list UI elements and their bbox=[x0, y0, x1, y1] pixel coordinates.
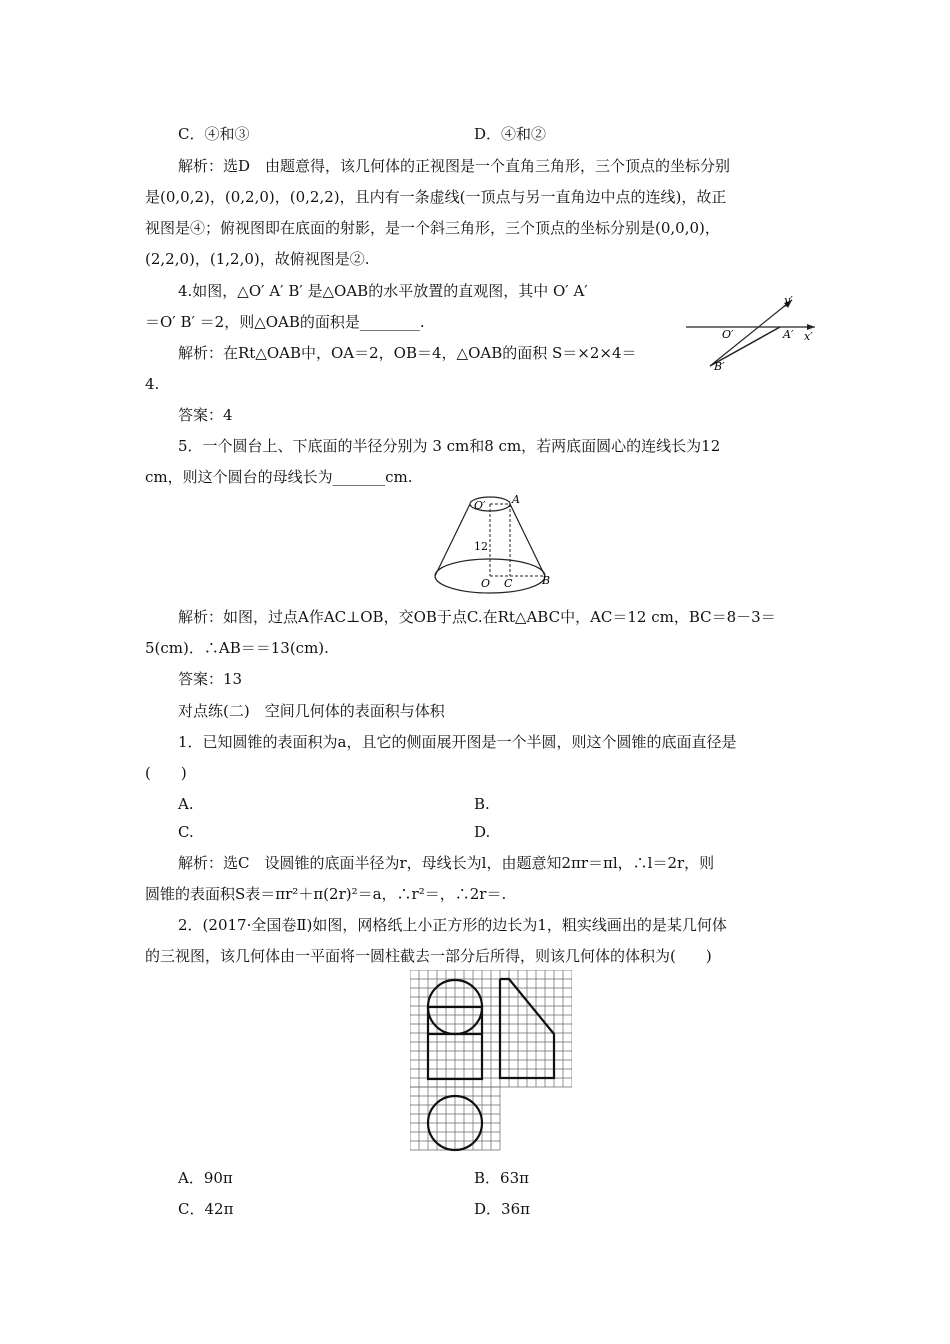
option-c: C. bbox=[178, 823, 194, 841]
frustum-label-c: C bbox=[504, 577, 513, 590]
question-4: 4.如图，△O′ A′ B′ 是△OAB的水平放置的直观图，其中 O′ A′ bbox=[178, 282, 588, 300]
frustum-label-o: O bbox=[481, 577, 491, 590]
frustum-label-b: B bbox=[542, 574, 551, 587]
solution-line: (2,2,0)，(1,2,0)，故俯视图是②. bbox=[145, 250, 370, 268]
option-b: B．63π bbox=[474, 1169, 529, 1187]
x-axis-label: x′ bbox=[804, 330, 813, 343]
option-c: C．④和③ bbox=[178, 125, 250, 143]
question-5: 5．一个圆台上、下底面的半径分别为 3 cm和8 cm，若两底面圆心的连线长为12 bbox=[178, 437, 721, 455]
solution-line: 视图是④；俯视图即在底面的射影，是一个斜三角形，三个顶点的坐标分别是(0,0,0)， bbox=[145, 219, 720, 237]
question-1: 1．已知圆锥的表面积为a，且它的侧面展开图是一个半圆，则这个圆锥的底面直径是 bbox=[178, 733, 737, 751]
frustum-label-a: A bbox=[512, 493, 520, 506]
option-b: B. bbox=[474, 795, 490, 813]
section-heading: 对点练(二) 空间几何体的表面积与体积 bbox=[178, 702, 445, 720]
solution-line: 圆锥的表面积S表＝πr²＋π(2r)²＝a，∴r²＝，∴2r＝. bbox=[145, 885, 507, 903]
option-d: D．④和② bbox=[474, 125, 547, 143]
frustum-label-o-top: O′ bbox=[474, 499, 486, 512]
option-a: A. bbox=[178, 795, 194, 813]
question-2: 2．(2017·全国卷Ⅱ)如图，网格纸上小正方形的边长为1，粗实线画出的是某几何体 bbox=[178, 916, 727, 934]
oblique-axes-figure bbox=[680, 292, 820, 378]
solution-line: 5(cm)．∴AB＝＝13(cm). bbox=[145, 639, 329, 657]
question-1-cont: ( ) bbox=[145, 764, 187, 782]
solution-line: 是(0,0,2)，(0,2,0)，(0,2,2)，且内有一条虚线(一顶点与另一直角边中点的连线)，故正 bbox=[145, 188, 727, 206]
question-4-cont: ＝O′ B′ ＝2，则△OAB的面积是________. bbox=[145, 313, 425, 331]
point-a-label: A′ bbox=[783, 328, 794, 341]
option-a: A．90π bbox=[178, 1169, 233, 1187]
question-5-cont: cm，则这个圆台的母线长为_______cm. bbox=[145, 468, 413, 486]
point-o-label: O′ bbox=[722, 328, 734, 341]
option-c: C．42π bbox=[178, 1200, 234, 1218]
frustum-label-height: 12 bbox=[474, 540, 488, 553]
question-2-cont: 的三视图，该几何体由一平面将一圆柱截去一部分后所得，则该几何体的体积为( ) bbox=[145, 947, 712, 965]
solution-line: 解析：选D 由题意得，该几何体的正视图是一个直角三角形，三个顶点的坐标分别 bbox=[178, 157, 731, 175]
solution-line: 解析：如图，过点A作AC⊥OB，交OB于点C.在Rt△ABC中，AC＝12 cm，BC＝8－3＝ bbox=[178, 608, 776, 626]
solution-line: 解析：选C 设圆锥的底面半径为r，母线长为l，由题意知2πr＝πl，∴l＝2r，则 bbox=[178, 854, 715, 872]
frustum-figure bbox=[428, 488, 558, 596]
solution-line: 4. bbox=[145, 375, 160, 393]
answer: 答案：13 bbox=[178, 670, 243, 688]
option-d: D．36π bbox=[474, 1200, 530, 1218]
option-d: D. bbox=[474, 823, 491, 841]
solution-line: 解析：在Rt△OAB中，OA＝2，OB＝4，△OAB的面积 S＝×2×4＝ bbox=[178, 344, 637, 362]
three-view-grid-figure bbox=[410, 970, 572, 1156]
y-axis-label: y′ bbox=[784, 294, 793, 307]
answer: 答案：4 bbox=[178, 406, 233, 424]
point-b-label: B′ bbox=[714, 360, 725, 373]
